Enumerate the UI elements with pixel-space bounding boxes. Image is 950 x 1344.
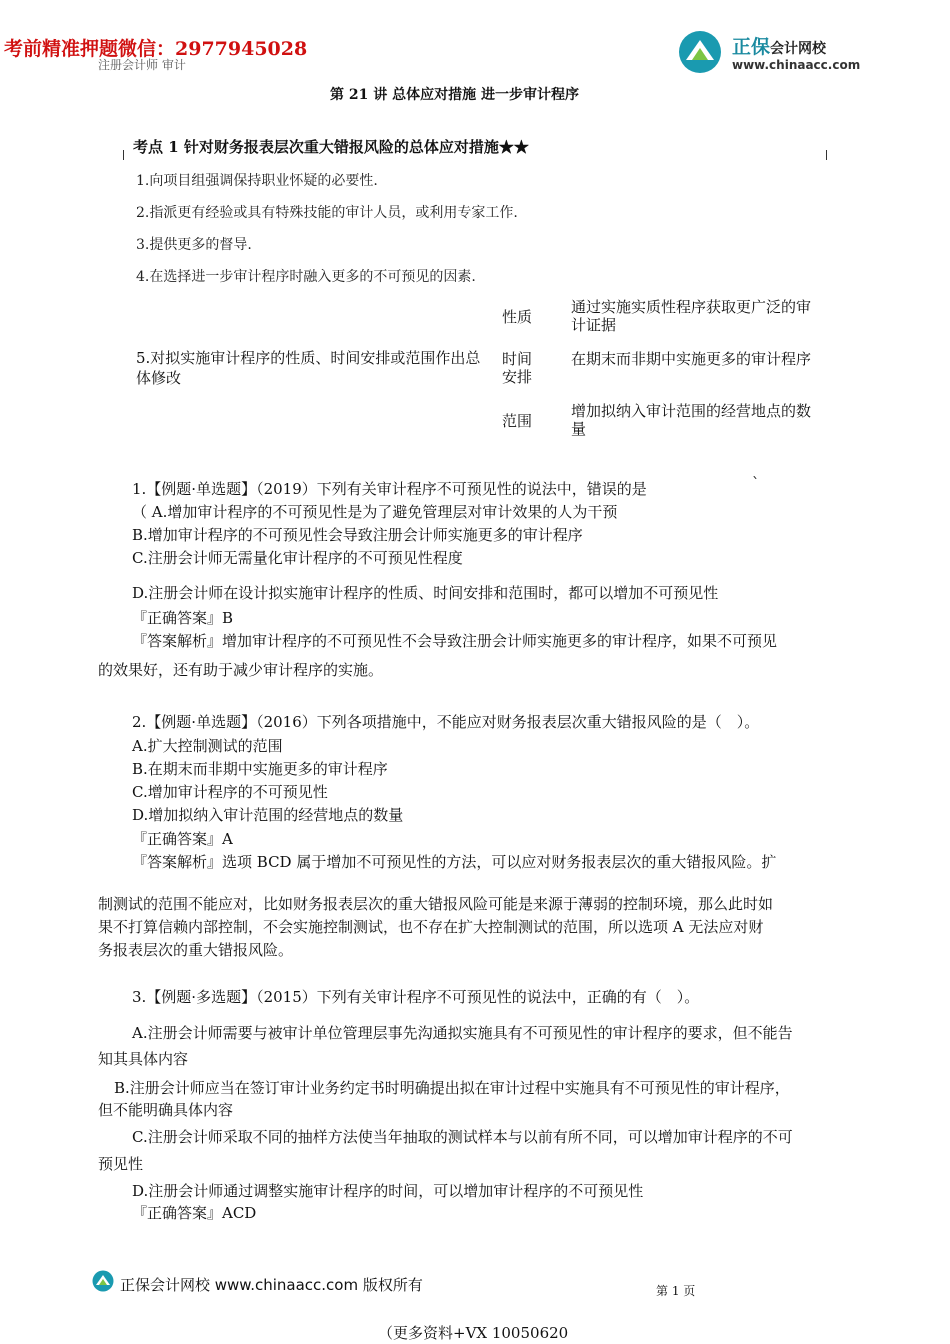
modify-label: 范围: [502, 412, 533, 430]
modify-label: 性质: [502, 308, 533, 326]
option-c: C.注册会计师采取不同的抽样方法使当年抽取的测试样本与以前有所不同，可以增加审计程序的不可: [132, 1128, 793, 1146]
option-c-cont: 预见性: [98, 1155, 144, 1173]
question-stem: 2.【例题·单选题】（2016）下列各项措施中，不能应对财务报表层次重大错报风险的是（ ）。: [132, 713, 760, 731]
option-c: C.注册会计师无需量化审计程序的不可预见性程度: [132, 549, 463, 567]
knowledge-point-title: 考点 1 针对财务报表层次重大错报风险的总体应对措施★★: [133, 138, 529, 156]
option-b: B.增加审计程序的不可预见性会导致注册会计师实施更多的审计程序: [132, 526, 583, 544]
option-a: （ A.增加审计程序的不可预见性是为了避免管理层对审计效果的人为干预: [132, 503, 618, 521]
answer-analysis: 果不打算信赖内部控制，不会实施控制测试，也不存在扩大控制测试的范围，所以选项 A 无法应对财: [98, 918, 764, 936]
footer-logo-icon: [92, 1270, 114, 1292]
question-stem: 1.【例题·单选题】（2019）下列有关审计程序不可预见性的说法中，错误的是: [132, 480, 647, 498]
modify-label: 时间安排: [502, 350, 533, 386]
question-stem: 3.【例题·多选题】（2015）下列有关审计程序不可预见性的说法中，正确的有（ ）。: [132, 988, 700, 1006]
page-number: 第 1 页: [656, 1284, 696, 1298]
more-materials: （更多资料+VX 10050620: [378, 1324, 569, 1342]
lecture-title: 第 21 讲 总体应对措施 进一步审计程序: [330, 87, 579, 103]
correct-answer: 『正确答案』ACD: [132, 1204, 257, 1222]
modify-value: 在期末而非期中实施更多的审计程序: [571, 350, 812, 368]
option-a: A.扩大控制测试的范围: [132, 737, 283, 755]
modify-value: 通过实施实质性程序获取更广泛的审计证据: [571, 298, 812, 334]
answer-analysis: 制测试的范围不能应对，比如财务报表层次的重大错报风险可能是来源于薄弱的控制环境，那么此时如: [98, 895, 774, 913]
logo-brand: 正保: [732, 36, 771, 58]
option-d: D.增加拟纳入审计范围的经营地点的数量: [132, 806, 404, 824]
logo-emblem-icon: [678, 30, 722, 74]
footer-copyright: 正保会计网校 www.chinaacc.com 版权所有: [120, 1276, 423, 1294]
header-small: 注册会计师 审计: [98, 58, 186, 72]
answer-analysis: 务报表层次的重大错报风险。: [98, 941, 294, 959]
option-b: B.在期末而非期中实施更多的审计程序: [132, 760, 388, 778]
correct-answer: 『正确答案』A: [132, 830, 233, 848]
measure-item: 2.指派更有经验或具有特殊技能的审计人员，或利用专家工作.: [136, 205, 518, 221]
option-c: C.增加审计程序的不可预见性: [132, 783, 328, 801]
table-border-left: [123, 150, 124, 160]
option-b: B.注册会计师应当在签订审计业务约定书时明确提出拟在审计过程中实施具有不可预见性的审计程序，: [114, 1079, 790, 1097]
measure-item: 1.向项目组强调保持职业怀疑的必要性.: [136, 173, 378, 189]
correct-answer: 『正确答案』B: [132, 609, 234, 627]
modify-value: 增加拟纳入审计范围的经营地点的数量: [571, 402, 812, 438]
option-b-cont: 但不能明确具体内容: [98, 1101, 234, 1119]
answer-analysis: 『答案解析』选项 BCD 属于增加不可预见性的方法，可以应对财务报表层次的重大错报风险。扩: [132, 853, 777, 871]
logo-brand-sub: 会计网校: [770, 41, 827, 57]
option-d: D.注册会计师通过调整实施审计程序的时间，可以增加审计程序的不可预见性: [132, 1182, 644, 1200]
modify-table: [136, 296, 826, 436]
answer-analysis-cont: 的效果好，还有助于减少审计程序的实施。: [98, 661, 384, 679]
option-a-cont: 知其具体内容: [98, 1050, 189, 1068]
watermark: 考前精准押题微信：2977945028: [4, 38, 308, 60]
option-a: A.注册会计师需要与被审计单位管理层事先沟通拟实施具有不可预见性的审计程序的要求，但不能告: [132, 1024, 793, 1042]
option-d: D.注册会计师在设计拟实施审计程序的性质、时间安排和范围时，都可以增加不可预见性: [132, 584, 719, 602]
measure-item: 4.在选择进一步审计程序时融入更多的不可预见的因素.: [136, 269, 476, 285]
table-border-right: [826, 150, 827, 160]
answer-analysis: 『答案解析』增加审计程序的不可预见性不会导致注册会计师实施更多的审计程序，如果不可预见: [132, 632, 778, 650]
measure-item: 3.提供更多的督导.: [136, 237, 252, 253]
modify-main: 5.对拟实施审计程序的性质、时间安排或范围作出总体修改: [136, 349, 481, 387]
stray-mark: `: [752, 474, 760, 492]
logo-url: www.chinaacc.com: [732, 58, 861, 72]
